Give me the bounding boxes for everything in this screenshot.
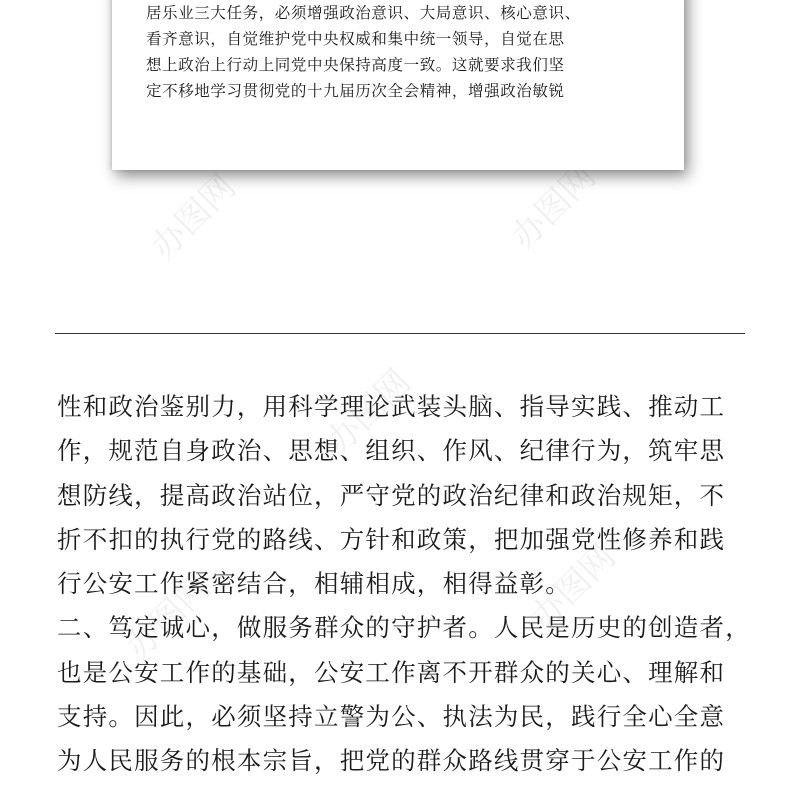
- page-preview-text: [146, 0, 666, 104]
- preview-line: 居乐业三大任务，必须增强政治意识、大局意识、核心意识、: [146, 4, 581, 22]
- body-line: 行公安工作紧密结合，相辅相成，相得益彰。: [57, 569, 571, 599]
- body-line: 为人民服务的根本宗旨，把党的群众路线贯穿于公安工作的: [57, 746, 726, 776]
- section-heading-line: 二、笃定诚心，做服务群众的守护者。人民是历史的创造者，: [57, 613, 751, 643]
- section-divider: [55, 333, 745, 334]
- watermark: 办图网: [523, 536, 624, 638]
- body-line: 想防线，提高政治站位，严守党的政治纪律和政治规矩，不: [57, 480, 726, 510]
- document-body: [57, 385, 757, 784]
- watermark: 办图网: [118, 566, 219, 668]
- body-line: 支持。因此，必须坚持立警为公、执法为民，践行全心全意: [57, 702, 726, 732]
- preview-line: 看齐意识，自觉维护党中央权威和集中统一领导，自觉在思: [146, 30, 565, 48]
- body-line: 性和政治鉴别力，用科学理论武装头脑、指导实践、推动工: [57, 392, 726, 421]
- body-line: 折不扣的执行党的路线、方针和政策，把加强党性修养和践: [57, 524, 726, 554]
- watermark: 办图网: [143, 166, 244, 268]
- watermark: 办图网: [503, 156, 604, 258]
- watermark: 办图网: [318, 361, 419, 463]
- body-line: 作，规范自身政治、思想、组织、作风、纪律行为，筑牢思: [57, 436, 726, 466]
- page-preview-card: [112, 0, 684, 170]
- body-line: 也是公安工作的基础，公安工作离不开群众的关心、理解和: [57, 657, 726, 687]
- preview-line: 想上政治上行动上同党中央保持高度一致。这就要求我们坚: [146, 56, 565, 74]
- preview-line: 定不移地学习贯彻党的十九届历次全会精神，增强政治敏锐: [146, 82, 565, 100]
